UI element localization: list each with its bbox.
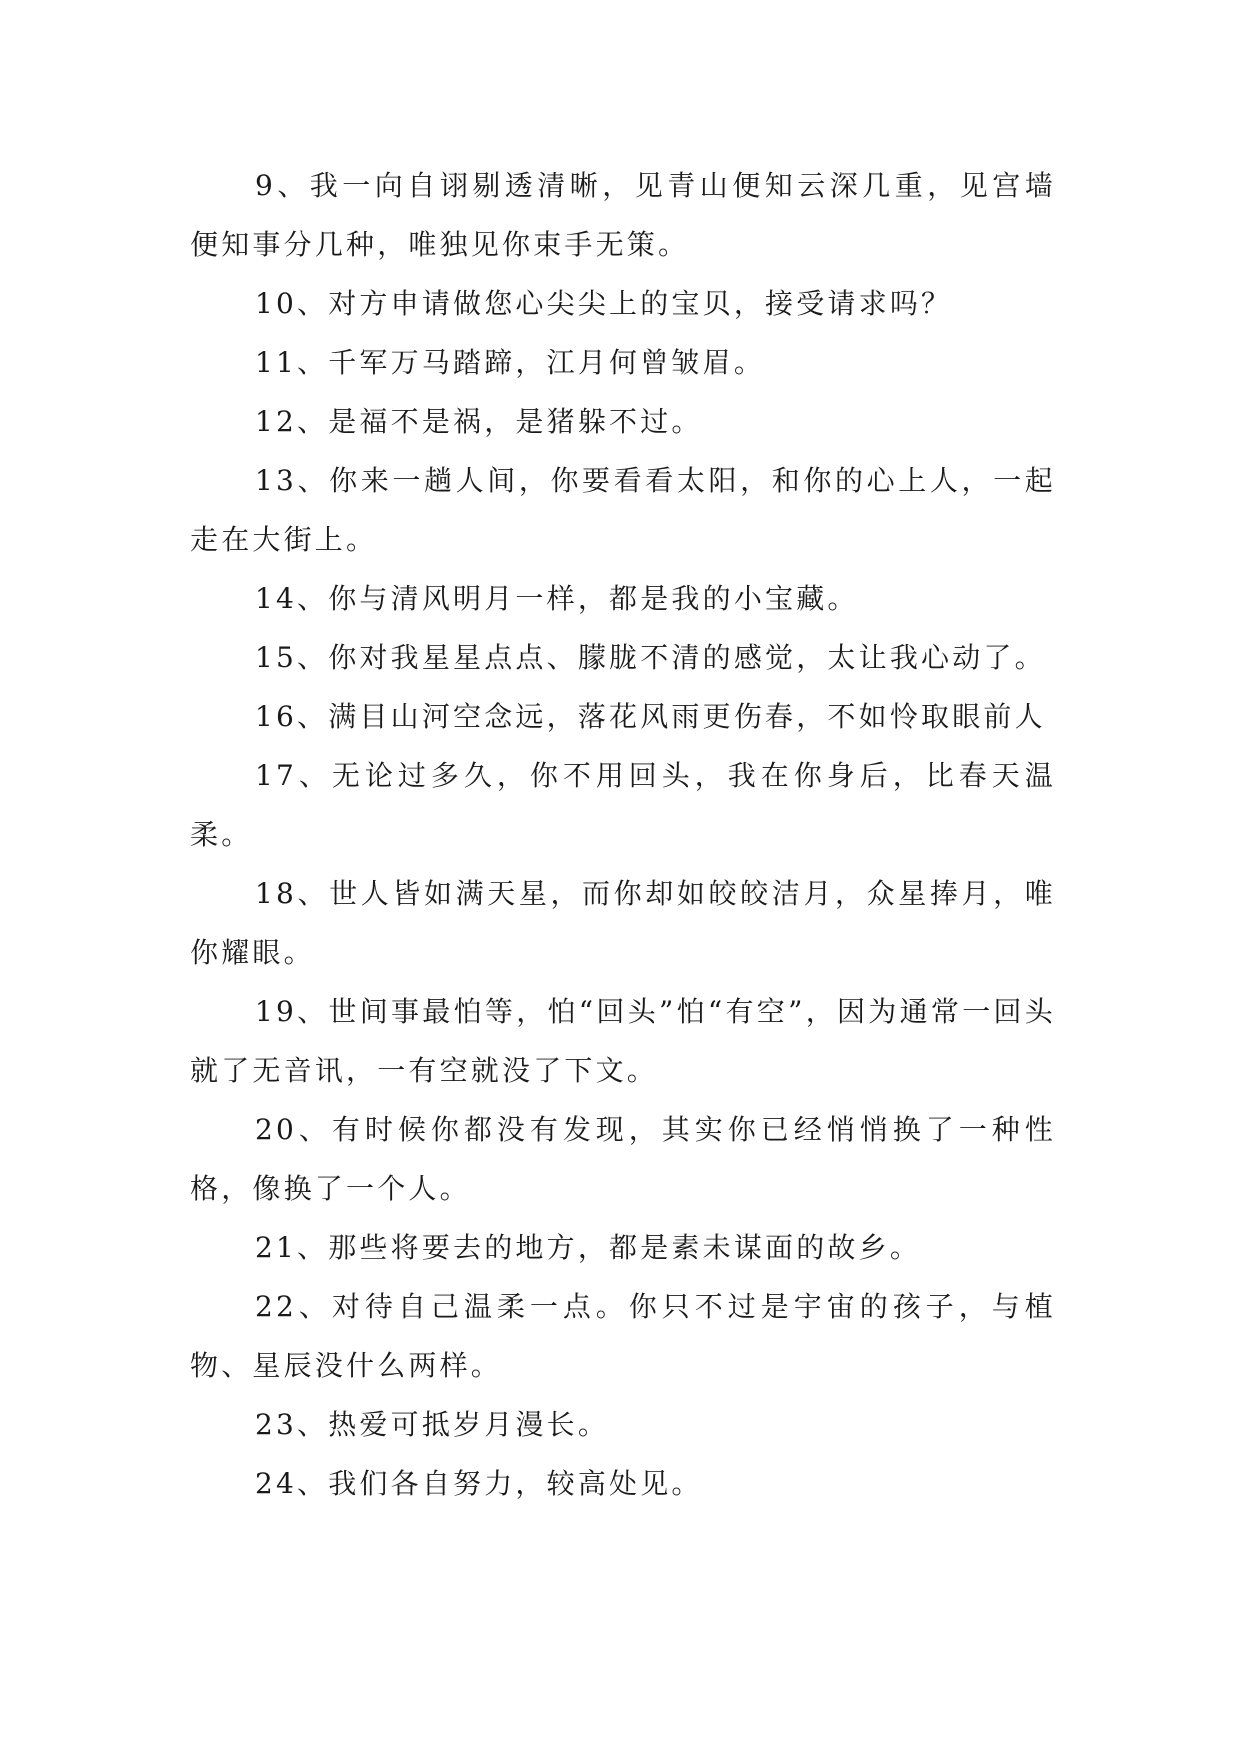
paragraph-13: 13、你来一趟人间，你要看看太阳，和你的心上人，一起走在大街上。 [190,464,1056,556]
paragraph-9: 9、我一向自诩剔透清晰，见青山便知云深几重，见宫墙便知事分几种，唯独见你束手无策。 [190,169,1056,261]
paragraph-17: 17、无论过多久，你不用回头，我在你身后，比春天温柔。 [190,759,1056,851]
paragraph-14: 14、你与清风明月一样，都是我的小宝藏。 [255,582,859,615]
document-body [190,156,1056,1513]
paragraph-20: 20、有时候你都没有发现，其实你已经悄悄换了一种性格，像换了一个人。 [190,1113,1056,1205]
paragraph-15: 15、你对我星星点点、朦胧不清的感觉，太让我心动了。 [255,641,1046,674]
paragraph-11: 11、千军万马踏蹄，江月何曾皱眉。 [255,346,766,379]
paragraph-22: 22、对待自己温柔一点。你只不过是宇宙的孩子，与植物、星辰没什么两样。 [190,1290,1056,1382]
paragraph-12: 12、是福不是祸，是猪躲不过。 [255,405,703,438]
paragraph-10: 10、对方申请做您心尖尖上的宝贝，接受请求吗？ [255,287,953,320]
paragraph-16: 16、满目山河空念远，落花风雨更伤春，不如怜取眼前人 [255,700,1046,733]
paragraph-21: 21、那些将要去的地方，都是素未谋面的故乡。 [255,1231,922,1264]
paragraph-19: 19、世间事最怕等，怕“回头”怕“有空”，因为通常一回头就了无音讯，一有空就没了下文。 [190,995,1056,1087]
paragraph-24: 24、我们各自努力，较高处见。 [255,1467,703,1500]
paragraph-18: 18、世人皆如满天星，而你却如皎皎洁月，众星捧月，唯你耀眼。 [190,877,1056,969]
paragraph-23: 23、热爱可抵岁月漫长。 [255,1408,610,1441]
